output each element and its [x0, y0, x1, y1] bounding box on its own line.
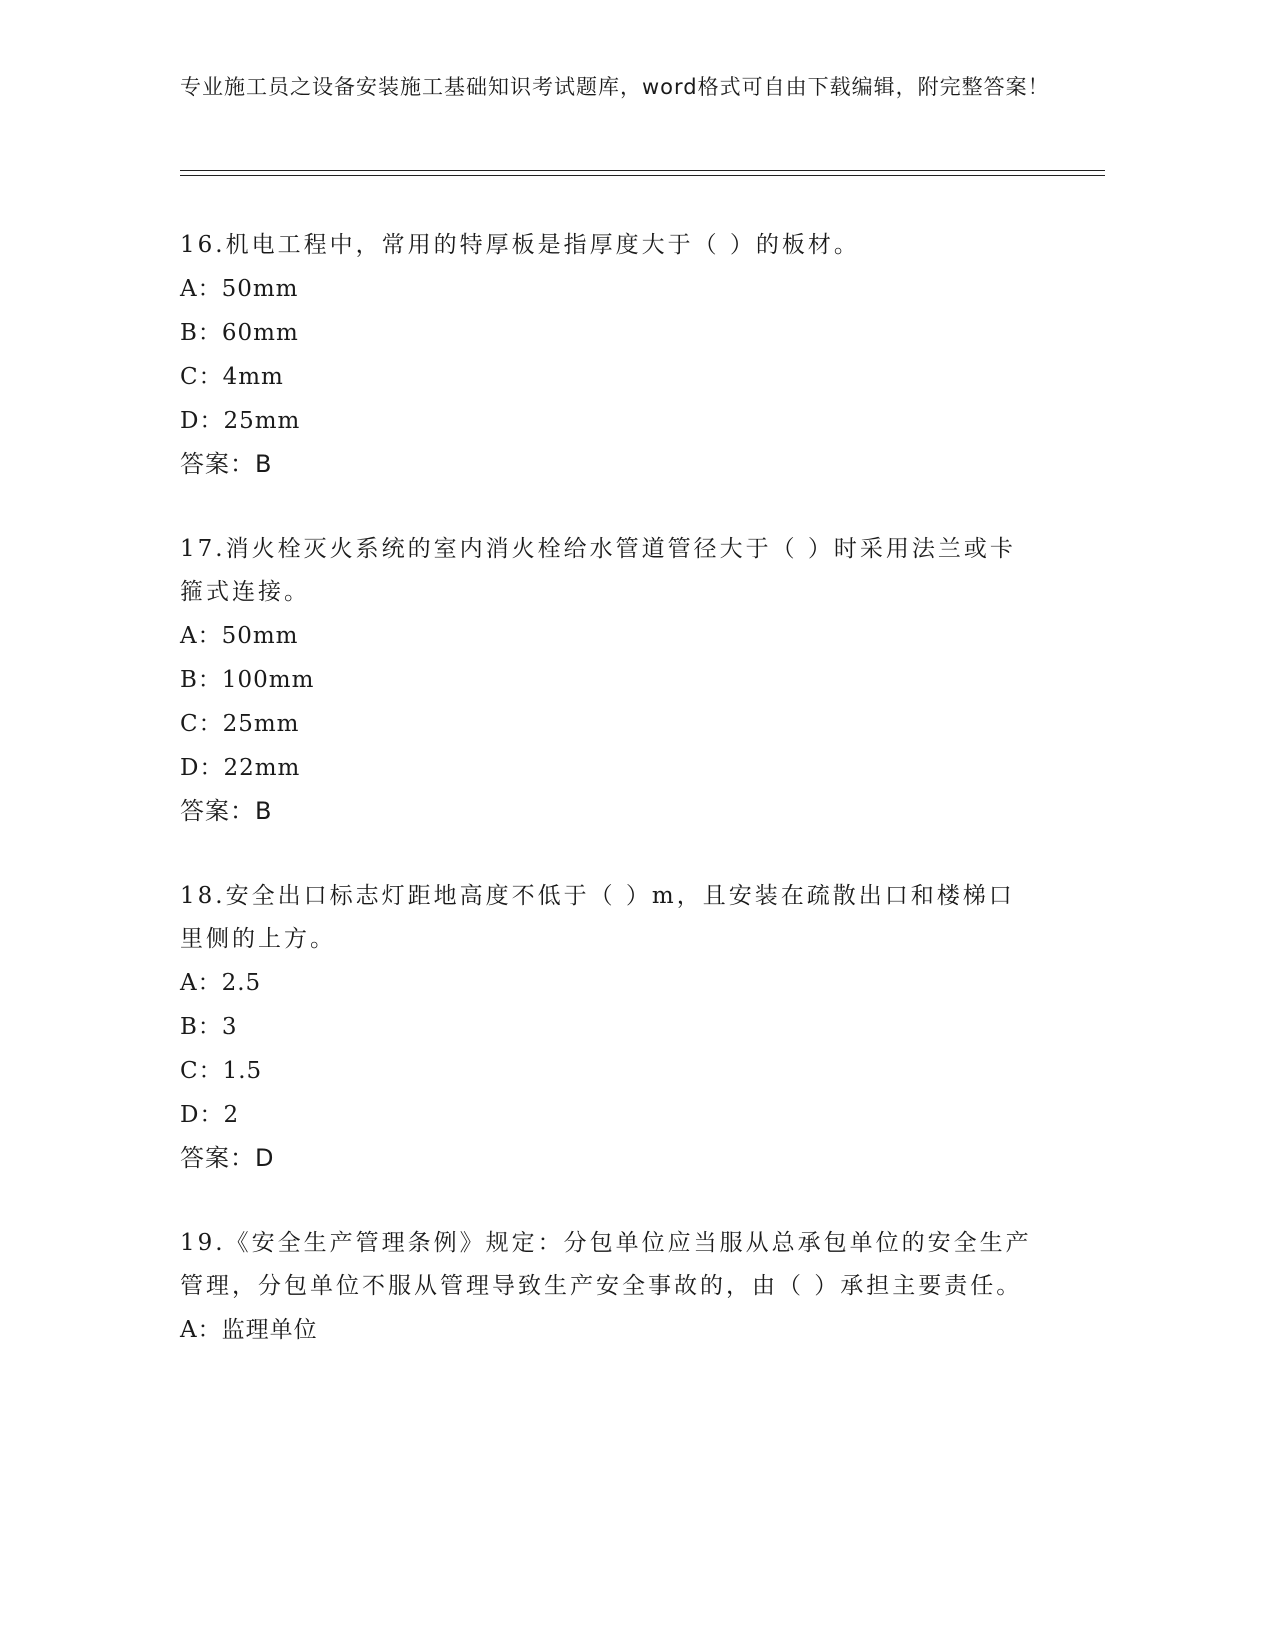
option-c: C：25mm	[180, 711, 300, 737]
header-title: 专业施工员之设备安装施工基础知识考试题库，word格式可自由下载编辑，附完整答案！	[180, 75, 1050, 99]
question-18	[180, 875, 1040, 1180]
header-divider-top	[180, 170, 1105, 171]
option-d: D：22mm	[180, 755, 301, 781]
question-text: 18.安全出口标志灯距地高度不低于（ ）m，且安装在疏散出口和楼梯口里侧的上方。	[180, 883, 1015, 952]
option-a: A：50mm	[180, 276, 299, 302]
option-a: A：监理单位	[180, 1317, 318, 1343]
option-c: C：1.5	[180, 1058, 263, 1084]
option-c: C：4mm	[180, 364, 284, 390]
header-divider-bottom	[180, 175, 1105, 176]
option-a: A：50mm	[180, 623, 299, 649]
question-16	[180, 224, 1040, 486]
answer: 答案：B	[180, 797, 273, 825]
document-header	[180, 72, 1060, 103]
question-17	[180, 528, 1040, 833]
question-19	[180, 1222, 1040, 1352]
option-b: B：60mm	[180, 320, 299, 346]
question-text: 16.机电工程中，常用的特厚板是指厚度大于（ ）的板材。	[180, 232, 860, 258]
question-list	[180, 224, 1040, 1394]
option-d: D：2	[180, 1102, 240, 1128]
option-b: B：100mm	[180, 667, 315, 693]
question-text: 17.消火栓灭火系统的室内消火栓给水管道管径大于（ ）时采用法兰或卡箍式连接。	[180, 536, 1016, 605]
option-b: B：3	[180, 1014, 238, 1040]
option-d: D：25mm	[180, 408, 301, 434]
question-text: 19.《安全生产管理条例》规定：分包单位应当服从总承包单位的安全生产管理，分包单位不服从管理导致生产安全事故的，由（ ）承担主要责任。	[180, 1230, 1032, 1299]
answer: 答案：D	[180, 1144, 275, 1172]
option-a: A：2.5	[180, 970, 262, 996]
answer: 答案：B	[180, 450, 273, 478]
